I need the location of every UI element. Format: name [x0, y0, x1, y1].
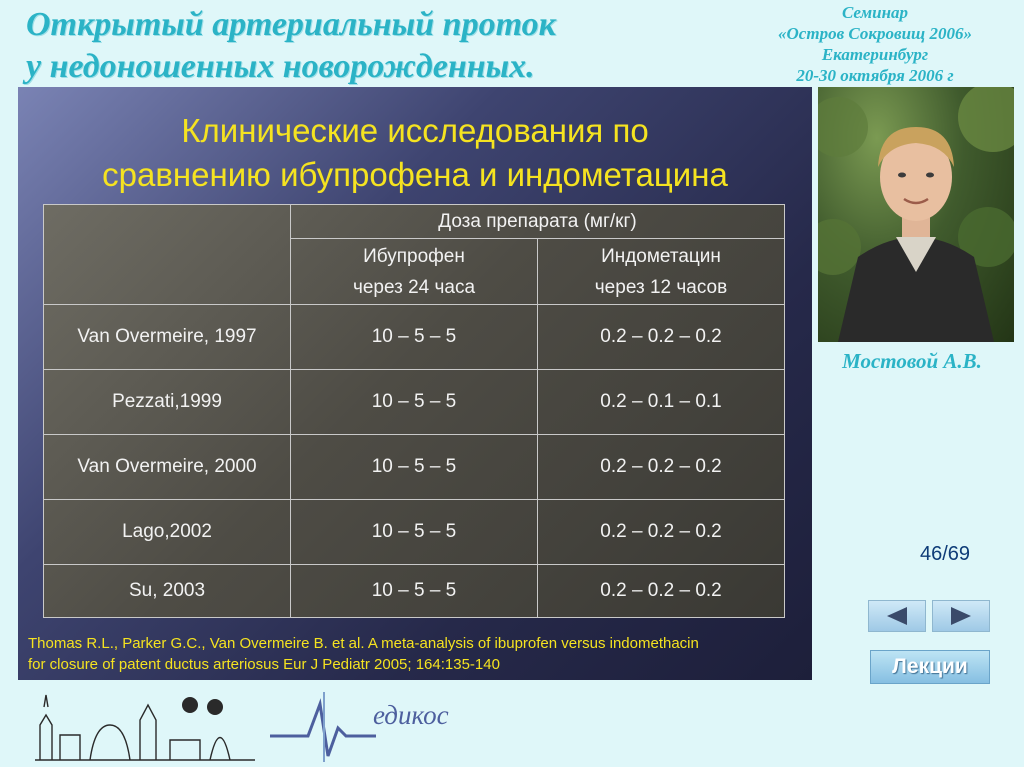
indomethacin-dose-cell: 0.2 – 0.2 – 0.2 — [538, 305, 785, 370]
indomethacin-header-name: Индометацин — [601, 245, 721, 267]
seminar-line: Екатеринбург — [821, 45, 929, 64]
dose-group-header: Доза препарата (мг/кг) — [291, 205, 785, 239]
ibuprofen-dose-cell: 10 – 5 – 5 — [291, 565, 538, 618]
study-cell: Lago,2002 — [44, 500, 291, 565]
slide-title-line-2: сравнению ибупрофена и индометацина — [102, 156, 728, 193]
presentation-title — [26, 4, 746, 88]
study-cell: Pezzati,1999 — [44, 370, 291, 435]
slide-content — [18, 87, 812, 680]
citation-line-1: Thomas R.L., Parker G.C., Van Overmeire B. et al. A meta-analysis of ibuprofen versus indomethacin — [28, 635, 699, 652]
seminar-line: «Остров Сокровищ 2006» — [778, 24, 972, 43]
ibuprofen-dose-cell: 10 – 5 – 5 — [291, 305, 538, 370]
empty-corner-cell — [44, 205, 291, 305]
author-photo — [818, 87, 1014, 342]
medikos-brand-text: едикос — [373, 700, 449, 730]
table-header-row — [44, 205, 785, 239]
city-sketch-logo — [30, 685, 260, 765]
table-row — [44, 370, 785, 435]
ibuprofen-header — [291, 239, 538, 305]
indomethacin-header-interval: через 12 часов — [594, 276, 728, 298]
author-portrait-illustration — [818, 87, 1014, 342]
ibuprofen-dose-cell: 10 – 5 – 5 — [291, 500, 538, 565]
title-line-1: Открытый артериальный проток — [26, 6, 556, 43]
next-slide-button[interactable] — [932, 600, 990, 632]
seminar-info — [750, 2, 1000, 86]
seminar-line: Семинар — [841, 3, 909, 22]
citation-line-2: for closure of patent ductus arteriosus Eur J Pediatr 2005; 164:135-140 — [28, 656, 500, 673]
author-name: Мостовой А.В. — [842, 349, 982, 373]
title-line-2: у недоношенных новорожденных. — [26, 48, 535, 85]
indomethacin-dose-cell: 0.2 – 0.2 – 0.2 — [538, 435, 785, 500]
lectures-button[interactable]: Лекции — [870, 650, 990, 684]
slide-title — [18, 109, 812, 197]
study-cell: Van Overmeire, 1997 — [44, 305, 291, 370]
ibuprofen-header-interval: через 24 часа — [352, 276, 476, 298]
table-row — [44, 435, 785, 500]
ibuprofen-header-name: Ибупрофен — [363, 245, 465, 267]
citation — [28, 633, 808, 675]
study-cell: Su, 2003 — [44, 565, 291, 618]
ibuprofen-dose-cell: 10 – 5 – 5 — [291, 435, 538, 500]
table-row — [44, 305, 785, 370]
indomethacin-dose-cell: 0.2 – 0.1 – 0.1 — [538, 370, 785, 435]
indomethacin-dose-cell: 0.2 – 0.2 – 0.2 — [538, 565, 785, 618]
seminar-line: 20-30 октября 2006 г — [796, 66, 954, 85]
study-cell: Van Overmeire, 2000 — [44, 435, 291, 500]
dosing-table — [43, 204, 785, 618]
indomethacin-dose-cell: 0.2 – 0.2 – 0.2 — [538, 500, 785, 565]
table-row — [44, 500, 785, 565]
page-number: 46/69 — [919, 543, 971, 565]
ibuprofen-dose-cell: 10 – 5 – 5 — [291, 370, 538, 435]
previous-slide-button[interactable] — [868, 600, 926, 632]
indomethacin-header — [538, 239, 785, 305]
arrow-right-icon — [933, 601, 989, 631]
slide-title-line-1: Клинические исследования по — [181, 112, 649, 149]
arrow-left-icon — [869, 601, 925, 631]
medikos-logo-mark — [268, 684, 378, 764]
table-row — [44, 565, 785, 618]
